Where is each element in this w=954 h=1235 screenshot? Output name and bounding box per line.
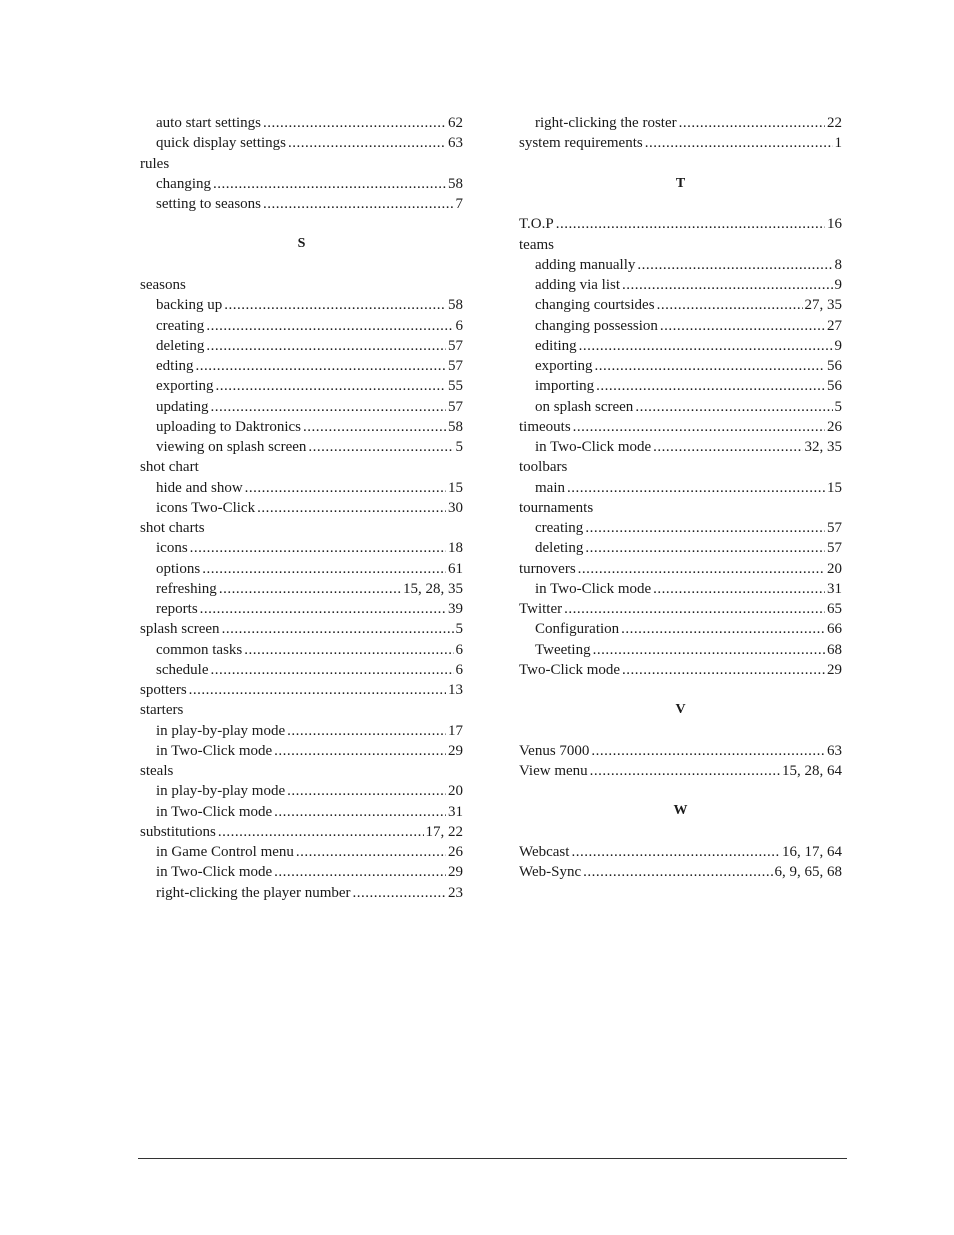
index-entry [519, 498, 842, 518]
index-subentry [519, 113, 842, 133]
index-entry [519, 559, 842, 579]
entry-label: timeouts [519, 418, 571, 435]
dot-leader [660, 316, 825, 336]
index-entry [140, 700, 463, 720]
entry-label: changing [156, 175, 211, 192]
index-subentry [519, 336, 842, 356]
entry-label: viewing on splash screen [156, 439, 307, 455]
dot-leader [564, 599, 825, 619]
index-subentry [140, 741, 463, 761]
dot-leader [224, 295, 446, 315]
page-numbers: 61 [448, 560, 463, 577]
page-numbers: 30 [448, 499, 463, 516]
index-subentry [519, 518, 842, 538]
page-numbers: 57 [827, 540, 842, 557]
page-numbers: 5 [455, 439, 463, 455]
dot-leader [288, 133, 446, 153]
index-subentry [519, 316, 842, 336]
page-numbers: 6 [455, 641, 463, 658]
index-entry [519, 862, 842, 882]
index-subentry [140, 883, 463, 903]
page-numbers: 31 [448, 803, 463, 820]
dot-leader [245, 478, 446, 498]
index-subentry [519, 538, 842, 558]
index-subentry [140, 194, 463, 214]
page-numbers: 63 [827, 742, 842, 759]
index-entry [519, 599, 842, 619]
page-numbers: 20 [448, 783, 463, 800]
dot-leader [210, 660, 453, 680]
entry-label: backing up [156, 297, 223, 314]
dot-leader [222, 619, 454, 639]
index-subentry [140, 640, 463, 660]
dot-leader [287, 721, 446, 741]
dot-leader [216, 376, 447, 396]
page-numbers: 32, 35 [804, 439, 842, 455]
entry-label: tournaments [519, 499, 594, 516]
dot-leader [590, 761, 780, 781]
index-subentry [140, 356, 463, 376]
entry-label: changing possession [535, 317, 658, 334]
dot-leader [571, 842, 780, 862]
section-letter-s: S [297, 236, 306, 252]
index-entry [140, 457, 463, 477]
entry-label: in Two-Click mode [535, 580, 652, 597]
index-subentry [519, 255, 842, 275]
index-subentry [519, 397, 842, 417]
entry-label: system requirements [519, 135, 643, 152]
dot-leader [263, 113, 446, 133]
page-numbers: 68 [827, 641, 842, 658]
dot-leader [583, 862, 772, 882]
entry-label: View menu [519, 763, 588, 779]
dot-leader [257, 498, 446, 518]
index-subentry [140, 376, 463, 396]
page-numbers: 9 [834, 337, 842, 354]
dot-leader [635, 397, 832, 417]
dot-leader [244, 640, 453, 660]
entry-label: exporting [156, 378, 214, 395]
page-numbers: 56 [827, 378, 842, 395]
page-numbers: 29 [827, 661, 842, 678]
index-entry [140, 761, 463, 781]
dot-leader [621, 619, 825, 639]
page-numbers: 6, 9, 65, 68 [774, 864, 842, 881]
entry-label: substitutions [140, 823, 216, 840]
page-numbers: 1 [834, 135, 842, 152]
entry-label: spotters [140, 682, 187, 698]
entry-label: common tasks [156, 641, 243, 658]
index-subentry [519, 478, 842, 498]
index-entry [519, 457, 842, 477]
index-subentry [140, 721, 463, 741]
entry-label: starters [140, 702, 184, 719]
entry-label: toolbars [519, 459, 568, 476]
dot-leader [585, 538, 825, 558]
section-letter-t: T [675, 175, 686, 191]
dot-leader [578, 559, 825, 579]
page-numbers: 57 [827, 520, 842, 536]
entry-label: schedule [156, 661, 209, 678]
entry-label: icons [156, 540, 188, 557]
page-numbers: 58 [448, 297, 463, 314]
index-subentry [140, 316, 463, 336]
entry-label: hide and show [156, 479, 243, 496]
dot-leader [622, 275, 833, 295]
dot-leader [657, 295, 803, 315]
entry-label: uploading to Daktronics [156, 418, 301, 435]
entry-label: in Two-Click mode [156, 864, 273, 881]
index-subentry [140, 862, 463, 882]
entry-label: updating [156, 398, 209, 415]
dot-leader [274, 802, 446, 822]
dot-leader [200, 599, 446, 619]
index-subentry [140, 599, 463, 619]
dot-leader [296, 842, 446, 862]
entry-label: adding via list [535, 277, 620, 293]
index-subentry [140, 113, 463, 133]
page-numbers: 8 [834, 256, 842, 273]
index-entry [519, 660, 842, 680]
page-numbers: 63 [448, 135, 463, 152]
entry-label: shot chart [140, 459, 199, 476]
index-subentry [140, 498, 463, 518]
entry-label: edting [156, 358, 194, 374]
page-numbers: 17 [448, 722, 463, 739]
entry-label: steals [140, 763, 174, 779]
page-numbers: 57 [448, 358, 463, 374]
index-subentry [140, 417, 463, 437]
page-numbers: 26 [448, 844, 463, 860]
index-subentry [140, 336, 463, 356]
dot-leader [206, 336, 446, 356]
dot-leader [219, 579, 401, 599]
index-subentry [519, 295, 842, 315]
index-entry [519, 133, 842, 153]
entry-label: T.O.P [519, 216, 554, 233]
section-letter-w: W [673, 803, 688, 819]
index-entry [519, 761, 842, 781]
entry-label: creating [535, 520, 584, 536]
entry-label: Tweeting [535, 641, 591, 658]
page-numbers: 5 [455, 621, 463, 638]
index-subentry [140, 437, 463, 457]
dot-leader [274, 741, 446, 761]
index-entry [519, 741, 842, 761]
page-numbers: 13 [448, 682, 463, 698]
index-subentry [140, 478, 463, 498]
dot-leader [287, 781, 446, 801]
dot-leader [679, 113, 825, 133]
dot-leader [202, 559, 446, 579]
entry-label: right-clicking the roster [535, 115, 677, 131]
page-numbers: 20 [827, 560, 842, 577]
entry-label: seasons [140, 277, 186, 293]
dot-leader [556, 214, 825, 234]
page-numbers: 7 [455, 196, 463, 212]
dot-leader [637, 255, 832, 275]
dot-leader [645, 133, 833, 153]
index-column-right [519, 113, 842, 883]
page-numbers: 31 [827, 580, 842, 597]
index-entry [140, 275, 463, 295]
index-subentry [140, 295, 463, 315]
index-subentry [140, 842, 463, 862]
index-subentry [140, 174, 463, 194]
entry-label: in play-by-play mode [156, 722, 286, 739]
dot-leader [353, 883, 446, 903]
index-subentry [140, 802, 463, 822]
dot-leader [596, 376, 825, 396]
page-numbers: 23 [448, 884, 463, 901]
page-numbers: 62 [448, 115, 463, 131]
page-numbers: 16, 17, 64 [782, 844, 842, 860]
dot-leader [653, 437, 802, 457]
dot-leader [196, 356, 447, 376]
index-subentry [519, 437, 842, 457]
index-subentry [519, 376, 842, 396]
page-numbers: 65 [827, 601, 842, 617]
dot-leader [622, 660, 825, 680]
entry-label: right-clicking the player number [156, 884, 351, 901]
entry-label: rules [140, 155, 170, 172]
dot-leader [206, 316, 453, 336]
entry-label: main [535, 479, 565, 496]
entry-label: Venus 7000 [519, 742, 590, 759]
entry-label: setting to seasons [156, 196, 261, 212]
entry-label: on splash screen [535, 398, 634, 415]
page-numbers: 29 [448, 864, 463, 881]
index-subentry [140, 538, 463, 558]
index-entry [519, 214, 842, 234]
page-numbers: 66 [827, 621, 842, 638]
page-numbers: 17, 22 [425, 823, 463, 840]
entry-label: reports [156, 601, 198, 617]
index-subentry [519, 640, 842, 660]
page-numbers: 9 [834, 277, 842, 293]
index-column-left [140, 113, 463, 903]
entry-label: changing courtsides [535, 297, 655, 314]
entry-label: Twitter [519, 601, 563, 617]
page-numbers: 15, 28, 35 [403, 580, 463, 597]
page-numbers: 15, 28, 64 [782, 763, 842, 779]
index-entry [519, 842, 842, 862]
dot-leader [653, 579, 825, 599]
dot-leader [211, 397, 447, 417]
entry-label: splash screen [140, 621, 220, 638]
page-numbers: 39 [448, 601, 463, 617]
page-numbers: 15 [827, 479, 842, 496]
index-subentry [519, 356, 842, 376]
entry-label: Configuration [535, 621, 620, 638]
dot-leader [303, 417, 446, 437]
page-numbers: 57 [448, 337, 463, 354]
page-numbers: 15 [448, 479, 463, 496]
page-numbers: 57 [448, 398, 463, 415]
page-numbers: 27 [827, 317, 842, 334]
index-subentry [519, 275, 842, 295]
entry-label: in Two-Click mode [156, 742, 273, 759]
entry-label: creating [156, 317, 205, 334]
entry-label: options [156, 560, 201, 577]
footer-rule [138, 1158, 847, 1159]
dot-leader [585, 518, 825, 538]
entry-label: adding manually [535, 256, 636, 273]
index-subentry [519, 619, 842, 639]
dot-leader [573, 417, 825, 437]
dot-leader [579, 336, 833, 356]
dot-leader [189, 680, 446, 700]
dot-leader [274, 862, 446, 882]
entry-label: Two-Click mode [519, 661, 621, 678]
index-subentry [519, 579, 842, 599]
entry-label: refreshing [156, 580, 217, 597]
dot-leader [213, 174, 446, 194]
page-numbers: 6 [455, 661, 463, 678]
index-entry [140, 619, 463, 639]
index-entry [140, 822, 463, 842]
dot-leader [567, 478, 825, 498]
page-numbers: 27, 35 [804, 297, 842, 314]
entry-label: deleting [156, 337, 205, 354]
page-numbers: 58 [448, 418, 463, 435]
page-numbers: 56 [827, 358, 842, 374]
entry-label: in Game Control menu [156, 844, 294, 860]
index-subentry [140, 660, 463, 680]
index-subentry [140, 781, 463, 801]
dot-leader [263, 194, 454, 214]
dot-leader [591, 741, 825, 761]
entry-label: shot charts [140, 520, 205, 536]
index-entry [140, 518, 463, 538]
index-entry [519, 417, 842, 437]
entry-label: exporting [535, 358, 593, 374]
dot-leader [595, 356, 826, 376]
index-subentry [140, 133, 463, 153]
entry-label: turnovers [519, 560, 576, 577]
entry-label: teams [519, 236, 554, 253]
section-letter-v: V [675, 702, 686, 717]
page-numbers: 22 [827, 115, 842, 131]
index-subentry [140, 559, 463, 579]
page-numbers: 58 [448, 175, 463, 192]
index-subentry [140, 397, 463, 417]
index-subentry [140, 579, 463, 599]
page-numbers: 29 [448, 742, 463, 759]
page-numbers: 18 [448, 540, 463, 557]
entry-label: in Two-Click mode [156, 803, 273, 820]
page-numbers: 55 [448, 378, 463, 395]
entry-label: Web-Sync [519, 864, 582, 881]
entry-label: editing [535, 337, 577, 354]
entry-label: deleting [535, 540, 584, 557]
entry-label: in Two-Click mode [535, 439, 652, 455]
index-entry [140, 154, 463, 174]
index-entry [140, 680, 463, 700]
dot-leader [190, 538, 446, 558]
page-numbers: 6 [455, 317, 463, 334]
page-numbers: 26 [827, 418, 842, 435]
entry-label: in play-by-play mode [156, 783, 286, 800]
dot-leader [308, 437, 453, 457]
page-numbers: 16 [827, 216, 842, 233]
entry-label: auto start settings [156, 115, 261, 131]
page-numbers: 5 [834, 398, 842, 415]
entry-label: icons Two-Click [156, 499, 256, 516]
index-entry [519, 235, 842, 255]
entry-label: importing [535, 378, 595, 395]
entry-label: quick display settings [156, 135, 286, 152]
dot-leader [218, 822, 424, 842]
dot-leader [593, 640, 825, 660]
entry-label: Webcast [519, 844, 570, 860]
